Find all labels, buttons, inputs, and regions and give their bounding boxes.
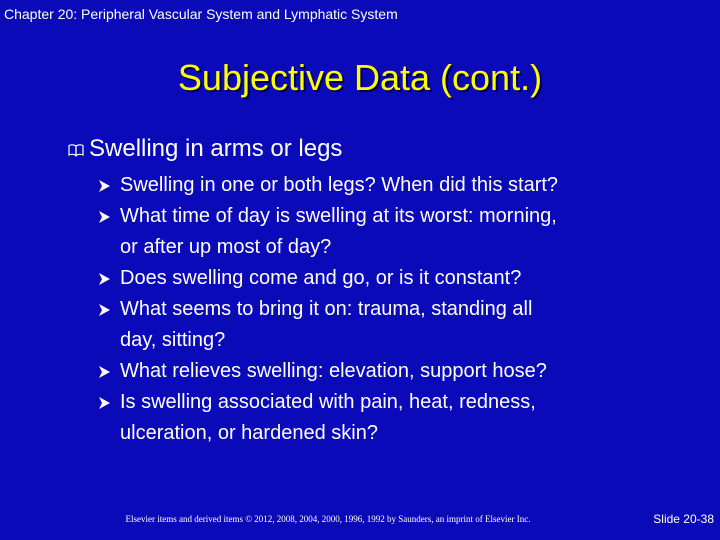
- sub-bullet-item: [0, 294, 720, 356]
- sub-bullet-line: Swelling in one or both legs? When did this start?: [120, 174, 559, 196]
- sub-bullet-list: [0, 170, 720, 449]
- copyright-notice: Elsevier items and derived items © 2012, 2008, 2004, 2000, 1996, 1992 by Saunders, an imprint of Elsevier Inc.: [125, 514, 531, 524]
- arrowhead-icon: [98, 396, 111, 410]
- slide-title: Subjective Data (cont.): [177, 57, 543, 98]
- open-book-icon: [68, 143, 84, 157]
- sub-bullet-line: What seems to bring it on: trauma, standing all: [120, 298, 533, 320]
- sub-bullet-continuation: day, sitting?: [120, 329, 226, 351]
- sub-bullet-continuation: or after up most of day?: [120, 236, 332, 258]
- arrowhead-icon: [98, 179, 111, 193]
- sub-bullet-item: [0, 263, 720, 294]
- sub-bullet-item: [0, 387, 720, 449]
- arrowhead-icon: [98, 272, 111, 286]
- chapter-header: Chapter 20: Peripheral Vascular System and Lymphatic System: [4, 6, 398, 22]
- arrowhead-icon: [98, 303, 111, 317]
- arrowhead-icon: [98, 365, 111, 379]
- main-bullet-text: Swelling in arms or legs: [89, 135, 343, 162]
- sub-bullet-continuation: ulceration, or hardened skin?: [120, 422, 378, 444]
- arrowhead-icon: [98, 210, 111, 224]
- sub-bullet-line: Is swelling associated with pain, heat, redness,: [120, 391, 536, 413]
- sub-bullet-item: [0, 170, 720, 201]
- sub-bullet-line: Does swelling come and go, or is it constant?: [120, 267, 522, 289]
- sub-bullet-line: What relieves swelling: elevation, support hose?: [120, 360, 547, 382]
- sub-bullet-item: [0, 356, 720, 387]
- slide-number: Slide 20-38: [653, 512, 714, 526]
- sub-bullet-line: What time of day is swelling at its worst: morning,: [120, 205, 557, 227]
- sub-bullet-item: [0, 201, 720, 263]
